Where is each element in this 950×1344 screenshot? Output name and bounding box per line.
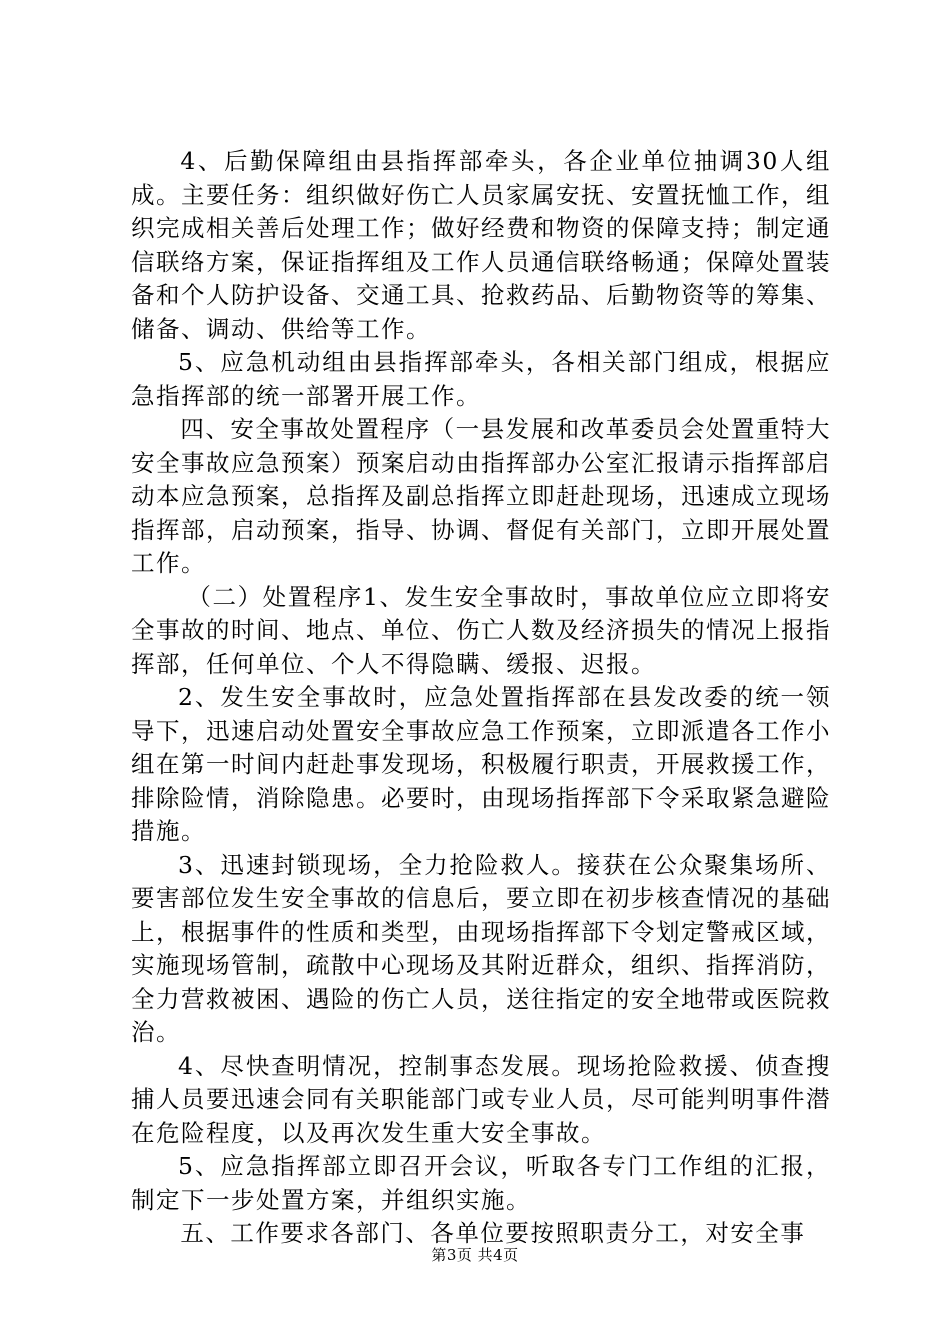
document-body <box>131 145 831 1251</box>
paragraph: 4、尽快查明情况，控制事态发展。现场抢险救援、侦查搜捕人员要迅速会同有关职能部门或专业人员，尽可能判明事件潜在危险程度，以及再次发生重大安全事故。 <box>131 1051 831 1147</box>
paragraph: 四、安全事故处置程序（一县发展和改革委员会处置重特大安全事故应急预案）预案启动由指挥部办公室汇报请示指挥部启动本应急预案，总指挥及副总指挥立即赶赴现场，迅速成立现场指挥部，启动预案，指导、协调、督促有关部门，立即开展处置工作。 <box>131 415 831 577</box>
paragraph: 3、迅速封锁现场，全力抢险救人。接获在公众聚集场所、要害部位发生安全事故的信息后，要立即在初步核查情况的基础上，根据事件的性质和类型，由现场指挥部下令划定警戒区域，实施现场管制，疏散中心现场及其附近群众，组织、指挥消防，全力营救被困、遇险的伤亡人员，送往指定的安全地带或医院救治。 <box>131 850 831 1046</box>
page-number-footer: 第3页 共4页 <box>431 1246 519 1264</box>
paragraph: 4、后勤保障组由县指挥部牵头，各企业单位抽调30人组成。主要任务：组织做好伤亡人员家属安抚、安置抚恤工作，组织完成相关善后处理工作；做好经费和物资的保障支持；制定通信联络方案，保证指挥组及工作人员通信联络畅通；保障处置装备和个人防护设备、交通工具、抢救药品、后勤物资等的筹集、储备、调动、供给等工作。 <box>131 147 831 343</box>
paragraph: 五、工作要求各部门、各单位要按照职责分工，对安全事 <box>180 1219 806 1247</box>
paragraph: 5、应急指挥部立即召开会议，听取各专门工作组的汇报，制定下一步处置方案，并组织实施。 <box>131 1152 831 1214</box>
paragraph: （二）处置程序1、发生安全事故时，事故单位应立即将安全事故的时间、地点、单位、伤亡人数及经济损失的情况上报指挥部，任何单位、个人不得隐瞒、缓报、迟报。 <box>131 582 831 678</box>
paragraph: 5、应急机动组由县指挥部牵头，各相关部门组成，根据应急指挥部的统一部署开展工作。 <box>131 348 831 410</box>
paragraph: 2、发生安全事故时，应急处置指挥部在县发改委的统一领导下，迅速启动处置安全事故应急工作预案，立即派遣各工作小组在第一时间内赶赴事发现场，积极履行职责，开展救援工作，排除险情，消除隐患。必要时，由现场指挥部下令采取紧急避险措施。 <box>131 683 831 845</box>
